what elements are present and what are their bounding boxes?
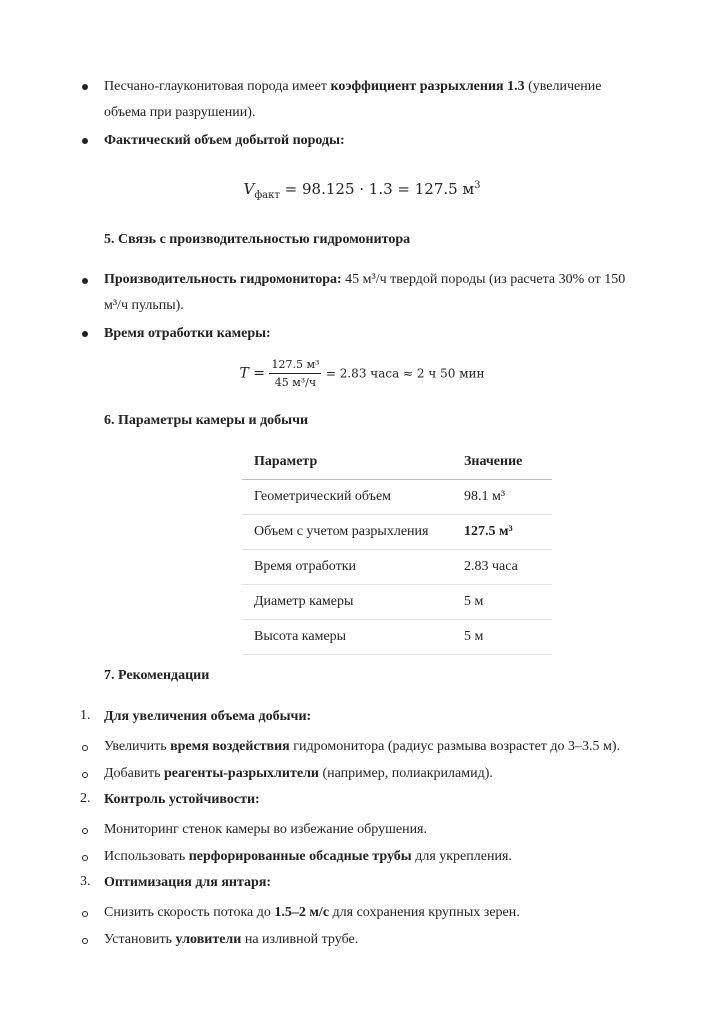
formula-fraction xyxy=(269,358,321,389)
table-row xyxy=(242,515,552,550)
list-number: 2. xyxy=(80,791,91,806)
list-number: 3. xyxy=(80,874,91,889)
formula-variable: V xyxy=(243,180,255,198)
formula-body: = 2.83 часа ≈ 2 ч 50 мин xyxy=(325,366,485,381)
table-cell: 5 м xyxy=(452,585,552,620)
parameters-table xyxy=(242,445,552,655)
table-row xyxy=(242,585,552,620)
text: Установить xyxy=(104,932,176,947)
bold-text: Фактический объем добытой породы: xyxy=(104,133,345,148)
table-header-row xyxy=(242,445,552,480)
formula-subscript: факт xyxy=(254,190,280,201)
formula-superscript: 3 xyxy=(474,180,481,191)
text: Песчано-глауконитовая порода имеет xyxy=(104,79,331,94)
text: объема при разрушении). xyxy=(104,105,256,120)
paragraph-productivity xyxy=(104,267,664,319)
text: Добавить xyxy=(104,766,164,781)
sub-item xyxy=(104,927,664,953)
formula-body: = 98.125 · 1.3 = 127.5 м xyxy=(279,180,475,198)
table-cell: 127.5 м³ xyxy=(452,515,552,550)
bold-text: Контроль устойчивости: xyxy=(104,792,260,807)
sub-bullet-marker xyxy=(82,772,88,778)
table-cell: 2.83 часа xyxy=(452,550,552,585)
bullet-marker xyxy=(82,84,88,90)
table-row xyxy=(242,620,552,655)
table-cell: 5 м xyxy=(452,620,552,655)
sub-item xyxy=(104,734,664,760)
text: для укрепления. xyxy=(411,849,512,864)
bold-text: 1.5–2 м/с xyxy=(274,905,330,920)
formula-variable: T = xyxy=(239,365,265,382)
paragraph-work-time xyxy=(104,321,664,347)
fraction-numerator: 127.5 м³ xyxy=(269,358,321,374)
table-cell: Высота камеры xyxy=(242,620,452,655)
table-cell: Геометрический объем xyxy=(242,480,452,515)
formula-actual-volume xyxy=(0,180,724,201)
paragraph-actual-volume xyxy=(104,128,664,154)
sub-item xyxy=(104,900,664,926)
formula-work-time xyxy=(0,358,724,389)
bullet-marker xyxy=(82,331,88,337)
sub-item xyxy=(104,844,664,870)
sub-bullet-marker xyxy=(82,911,88,917)
section-heading-6: 6. Параметры камеры и добычи xyxy=(104,413,309,428)
text: Увеличить xyxy=(104,739,171,754)
paragraph-loosening xyxy=(104,74,664,126)
list-item-2 xyxy=(104,787,664,813)
bold-text: Время отработки камеры: xyxy=(104,326,271,341)
sub-bullet-marker xyxy=(82,938,88,944)
bullet-marker xyxy=(82,138,88,144)
table-header: Значение xyxy=(452,445,552,480)
bold-text: реагенты-разрыхлители xyxy=(164,766,319,781)
bold-text: коэффициент разрыхления 1.3 xyxy=(330,79,525,94)
section-heading-5: 5. Связь с производительностью гидромонитора xyxy=(104,232,411,247)
bold-text: уловители xyxy=(175,932,242,947)
list-number: 1. xyxy=(80,708,91,723)
table-row xyxy=(242,550,552,585)
text: 45 м³/ч твердой породы (из расчета 30% от 150 xyxy=(341,272,626,287)
list-item-1 xyxy=(104,704,664,730)
text: Снизить скорость потока до xyxy=(104,905,275,920)
fraction-denominator: 45 м³/ч xyxy=(274,376,317,389)
sub-item xyxy=(104,761,664,787)
text: на изливной трубе. xyxy=(241,932,359,947)
text: гидромонитора (радиус размыва возрастет до 3–3.5 м). xyxy=(289,739,621,754)
list-item-3 xyxy=(104,870,664,896)
table-cell: Объем с учетом разрыхления xyxy=(242,515,452,550)
bold-text: Производительность гидромонитора: xyxy=(104,272,342,287)
text: (например, полиакриламид). xyxy=(318,766,493,781)
sub-bullet-marker xyxy=(82,828,88,834)
section-heading-7: 7. Рекомендации xyxy=(104,668,210,683)
table-cell: Время отработки xyxy=(242,550,452,585)
bullet-marker xyxy=(82,278,88,284)
table-header: Параметр xyxy=(242,445,452,480)
text: м³/ч пульпы). xyxy=(104,298,184,313)
table-row xyxy=(242,480,552,515)
text: (увеличение xyxy=(524,79,602,94)
bold-text: время воздействия xyxy=(170,739,290,754)
table-cell: 98.1 м³ xyxy=(452,480,552,515)
bold-text: перфорированные обсадные трубы xyxy=(188,849,412,864)
bold-text: Оптимизация для янтаря: xyxy=(104,875,272,890)
table-cell: Диаметр камеры xyxy=(242,585,452,620)
sub-item: Мониторинг стенок камеры во избежание обрушения. xyxy=(104,822,427,837)
text: Использовать xyxy=(104,849,189,864)
sub-bullet-marker xyxy=(82,855,88,861)
sub-bullet-marker xyxy=(82,745,88,751)
bold-text: Для увеличения объема добычи: xyxy=(104,709,312,724)
text: для сохранения крупных зерен. xyxy=(329,905,520,920)
